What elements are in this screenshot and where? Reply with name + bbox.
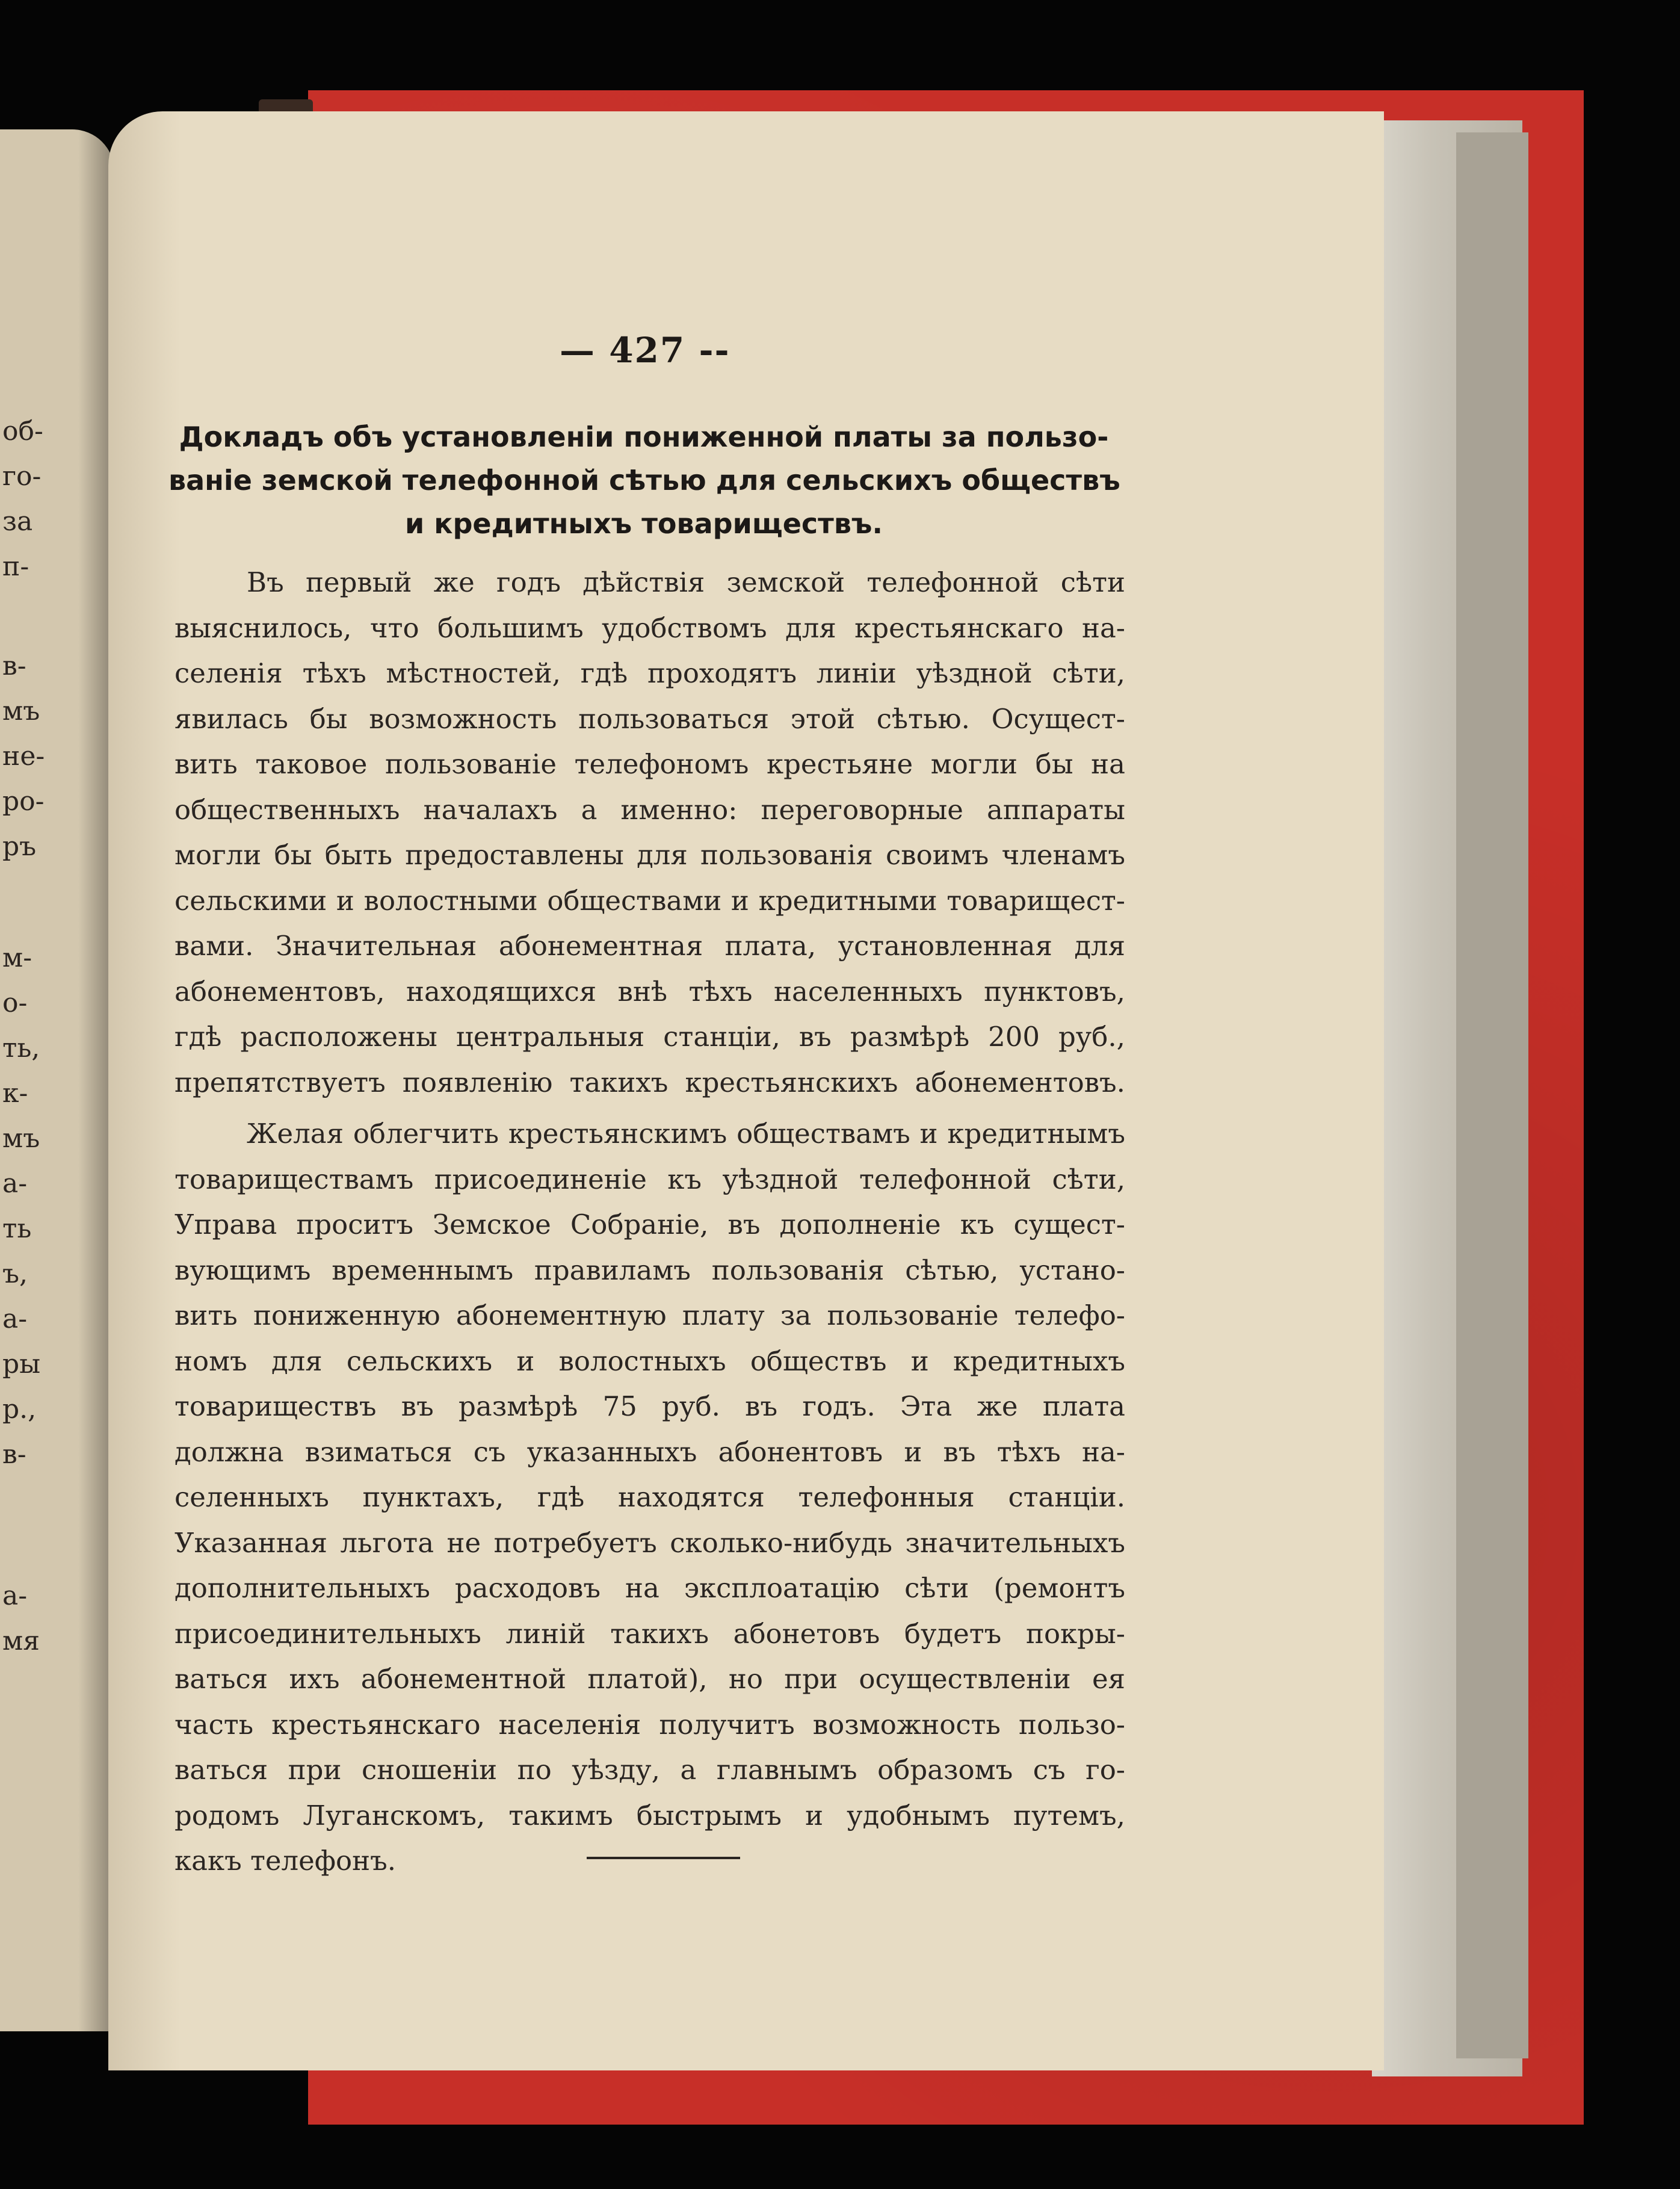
text-line: Желая облегчить крестьянскимъ обществамъ и кредитнымъ [247,1118,1125,1150]
text-line: часть крестьянскаго населенія получитъ возможность пользо- [174,1708,1125,1741]
text-line: вующимъ временнымъ правиламъ пользованія сѣтью, устано- [174,1254,1125,1286]
left-page-fragment: р., [2,1394,37,1425]
text-line: товариществъ въ размѣрѣ 75 руб. въ годъ. Эта же плата [174,1390,1125,1422]
text-line: ваться ихъ абонементной платой), но при осуществленіи ея [174,1663,1125,1695]
left-page-fragment: мъ [2,1123,40,1154]
text-line: гдѣ расположены центральныя станціи, въ размѣрѣ 200 руб., [174,1021,1125,1053]
left-page-fragment: о- [2,988,28,1018]
text-line: должна взиматься съ указанныхъ абонентовъ и въ тѣхъ на- [174,1435,1125,1468]
text-line: присоединительныхъ линій такихъ абонетовъ будетъ покры- [174,1617,1125,1650]
left-page-fragment: а- [2,1168,28,1199]
left-page-fragment: ть, [2,1033,40,1064]
paragraph-1 [174,560,1125,1105]
text-line: сельскими и волостными обществами и кредитными товарищест- [174,884,1125,917]
text-line: вить таковое пользованіе телефономъ крестьяне могли бы на [174,748,1125,780]
left-page-fragment: к- [2,1078,28,1109]
title-line: ваніе земской телефонной сѣтью для сельскихъ обществъ [168,464,1120,497]
text-line: родомъ Луганскомъ, такимъ быстрымъ и удобнымъ путемъ, [174,1799,1125,1831]
text-line: селенія тѣхъ мѣстностей, гдѣ проходятъ линіи уѣздной сѣти, [174,657,1125,689]
left-page-fragment: м- [2,943,32,973]
left-page-fragment: ть [2,1213,32,1244]
text-line: Управа проситъ Земское Собраніе, въ дополненіе къ сущест- [174,1209,1125,1240]
title-line: и кредитныхъ товариществъ. [405,507,883,540]
left-page-fragment: ъ, [2,1259,28,1289]
end-rule [587,1857,740,1859]
paragraph-2 [174,1111,1125,1884]
left-page-fragment: об- [2,416,43,447]
text-line: ваться при сношеніи по уѣзду, а главнымъ образомъ съ го- [174,1754,1125,1786]
left-page-fragment: в- [2,651,26,681]
text-line: товариществамъ присоединеніе къ уѣздной телефонной сѣти, [174,1163,1125,1195]
text-line: Указанная льгота не потребуетъ сколько-нибудь значительныхъ [174,1526,1125,1559]
left-page-fragment: не- [2,741,45,772]
left-page-fragment: за [2,506,33,537]
report-body [174,560,1125,1884]
text-line: дополнительныхъ расходовъ на эксплоатацію сѣти (ремонтъ [174,1572,1125,1604]
text-line: абонементовъ, находящихся внѣ тѣхъ населенныхъ пунктовъ, [174,975,1125,1008]
title-line: Докладъ объ установленіи пониженной платы за пользо- [179,421,1109,453]
left-page-fragment: мъ [2,696,40,726]
text-line: явилась бы возможность пользоваться этой сѣтью. Осущест- [174,702,1125,735]
left-page-fragment: мя [2,1626,40,1656]
text-line: какъ телефонъ. [174,1845,396,1877]
left-page-edge [0,129,114,2031]
left-page-fragment: ръ [2,831,37,862]
left-page-fragment: а- [2,1304,28,1334]
text-line: вами. Значительная абонементная плата, установленная для [174,930,1125,962]
text-line: номъ для сельскихъ и волостныхъ обществъ и кредитныхъ [174,1345,1125,1377]
text-line: могли бы быть предоставлены для пользованія своимъ членамъ [174,839,1125,871]
text-line: выяснилось, что большимъ удобствомъ для крестьянскаго на- [174,611,1125,644]
left-page-fragment: а- [2,1581,28,1611]
left-page-fragment: ры [2,1349,41,1379]
text-line: Въ первый же годъ дѣйствія земской телефонной сѣти [247,566,1125,598]
report-title [168,415,1119,545]
page-stack-shadow [1456,132,1528,2058]
left-page-fragment: в- [2,1439,26,1470]
text-line: вить пониженную абонементную плату за пользованіе телефо- [174,1299,1125,1331]
text-line: препятствуетъ появленію такихъ крестьянскихъ абонементовъ. [174,1066,1125,1098]
text-line: селенныхъ пунктахъ, гдѣ находятся телефонныя станціи. [174,1481,1125,1513]
left-page-fragment: п- [2,551,29,582]
text-line: общественныхъ началахъ а именно: переговорные аппараты [174,793,1125,826]
left-page-fragment: ро- [2,786,45,817]
left-page-fragment: го- [2,461,42,492]
page-number: — 427 -- [560,330,730,371]
